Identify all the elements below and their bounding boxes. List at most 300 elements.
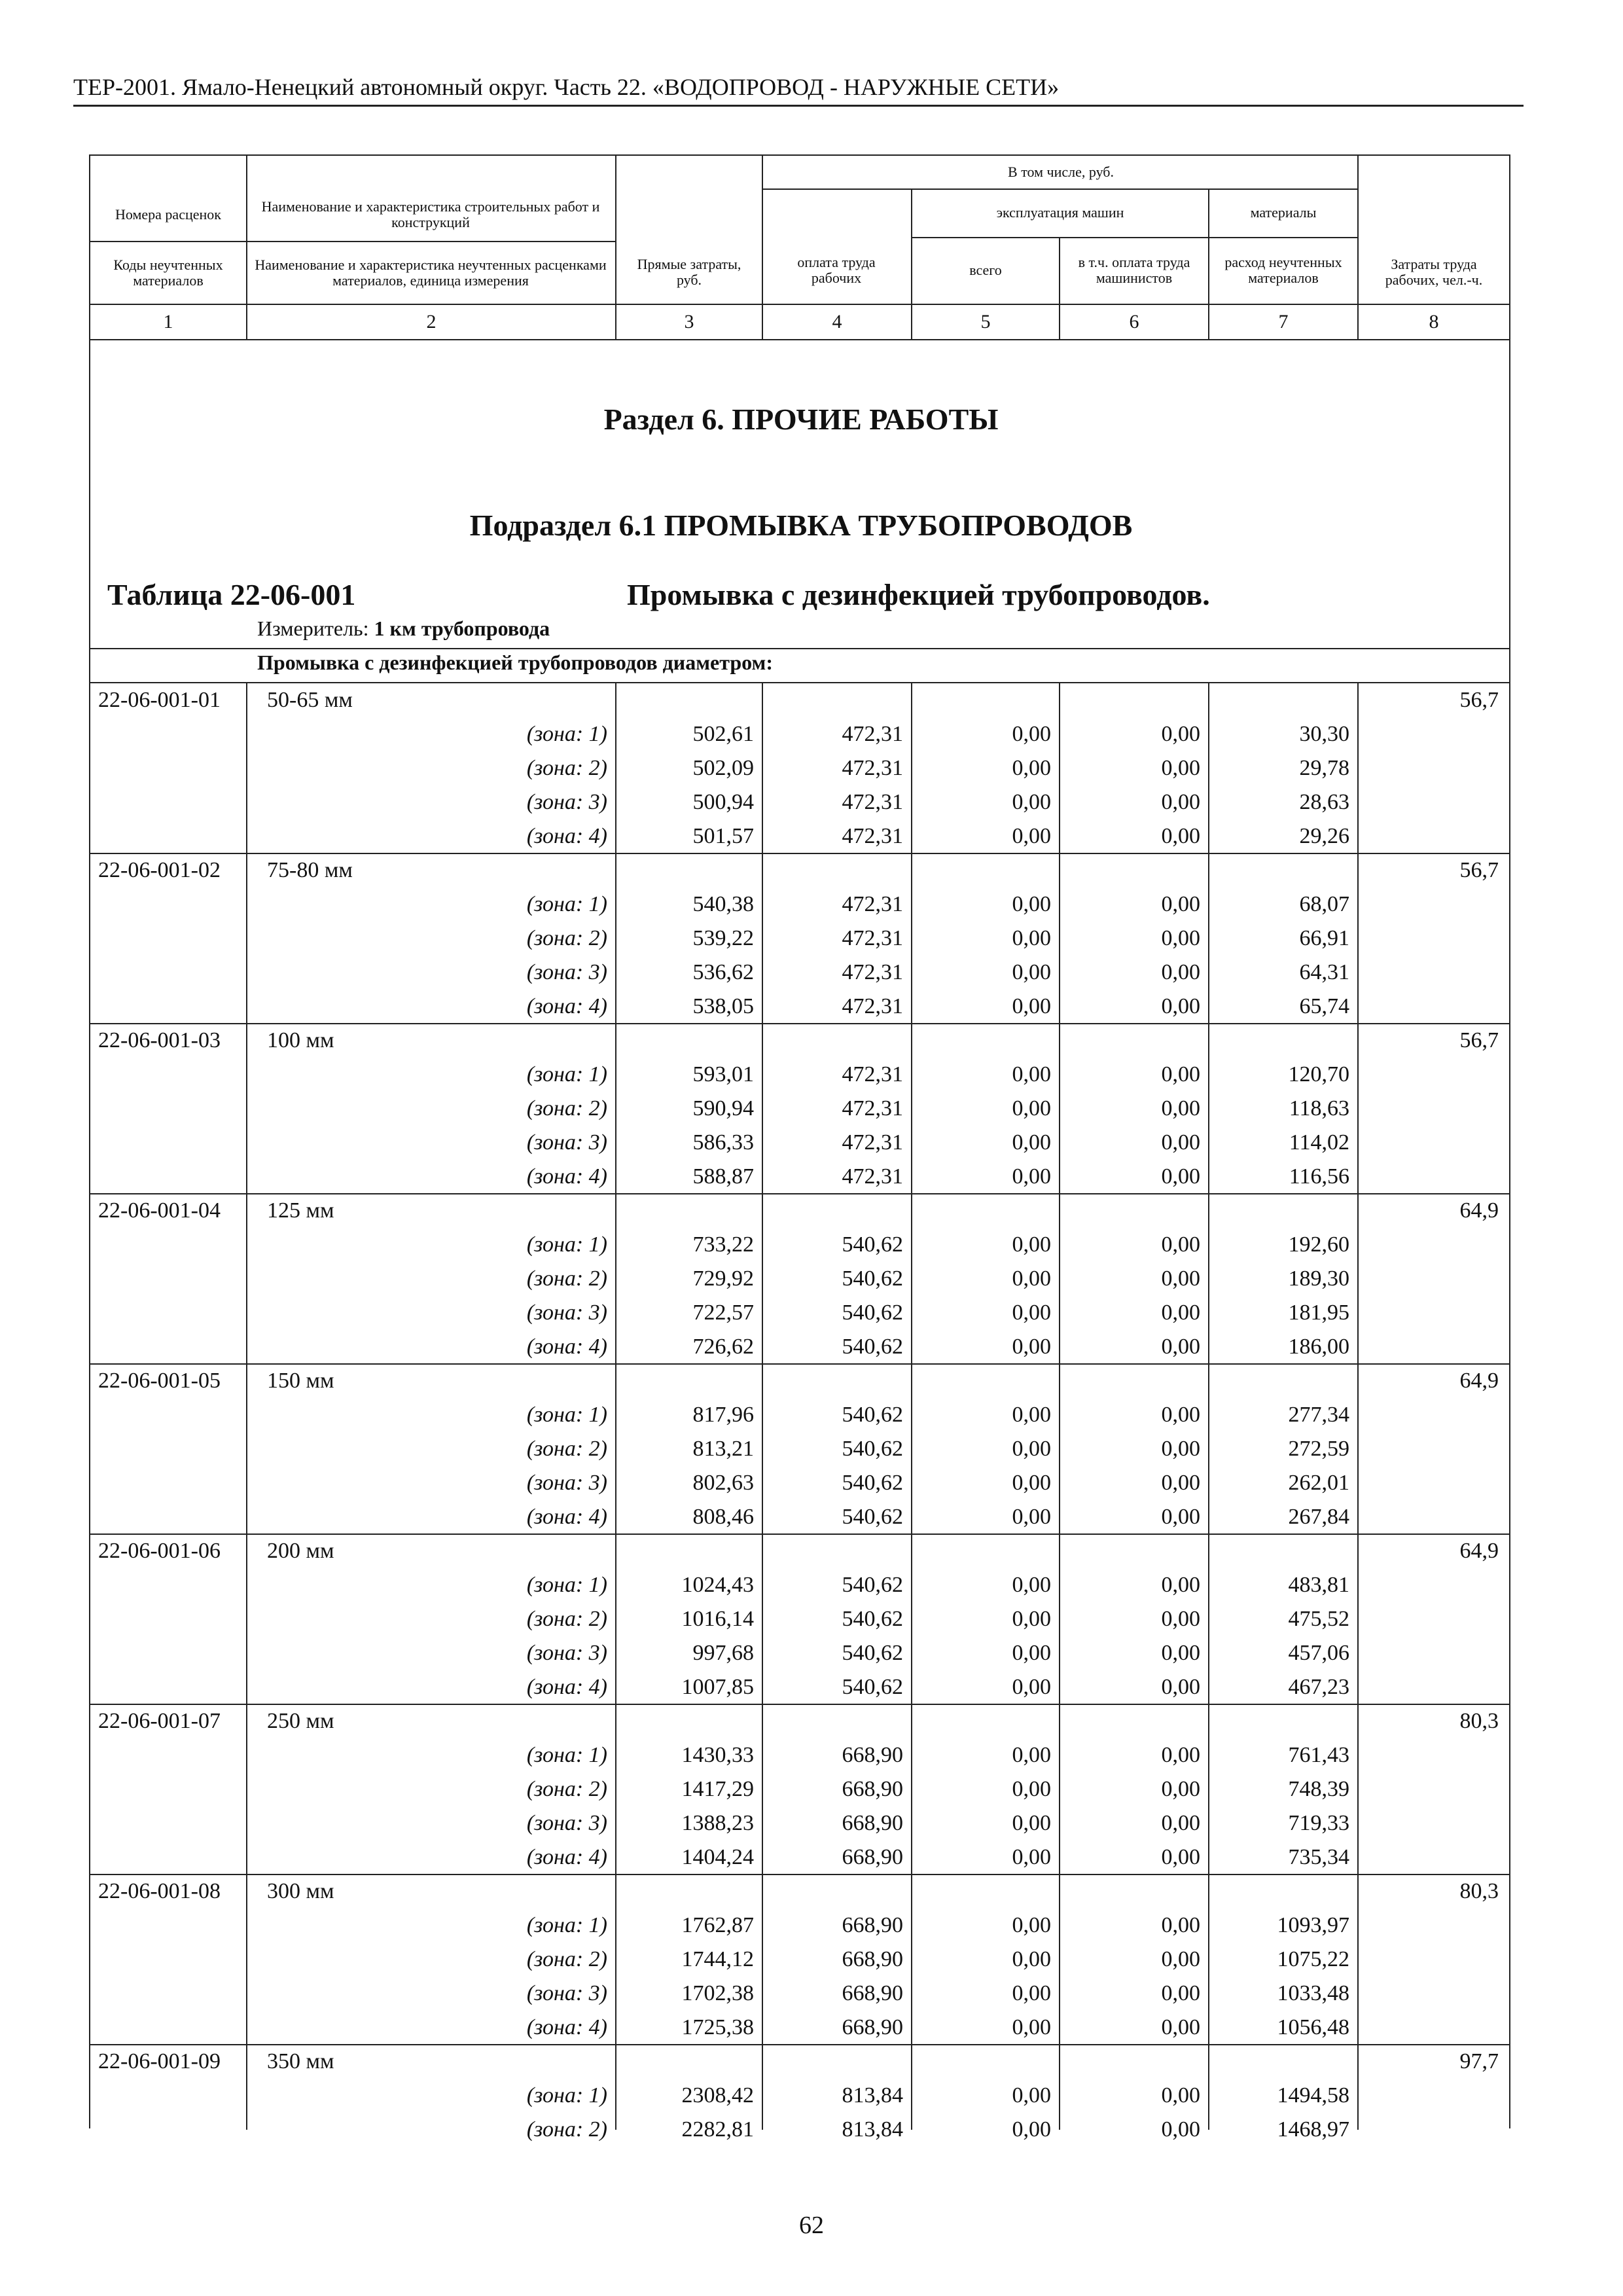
direct-cost: 538,05: [692, 994, 754, 1018]
machine-cost: 0,00: [1012, 1573, 1051, 1597]
zone-label: (зона: 2): [526, 1607, 607, 1631]
direct-cost: 540,38: [692, 892, 754, 916]
operator-wage: 0,00: [1161, 790, 1200, 814]
zone-label: (зона: 4): [526, 1335, 607, 1359]
col-number-5: 5: [980, 311, 991, 332]
operator-wage: 0,00: [1161, 1300, 1200, 1325]
machine-cost: 0,00: [1012, 1641, 1051, 1665]
worker-wage: 540,62: [842, 1573, 903, 1597]
zone-label: (зона: 1): [526, 1232, 607, 1257]
zone-label: (зона: 1): [526, 1573, 607, 1597]
zone-label: (зона: 2): [526, 1266, 607, 1291]
operator-wage: 0,00: [1161, 1743, 1200, 1767]
direct-cost: 593,01: [692, 1062, 754, 1086]
zone-label: (зона: 3): [526, 1981, 607, 2005]
operator-wage: 0,00: [1161, 1981, 1200, 2005]
worker-wage: 472,31: [842, 892, 903, 916]
zone-label: (зона: 2): [526, 2117, 607, 2142]
machine-cost: 0,00: [1012, 722, 1051, 746]
direct-cost: 997,68: [692, 1641, 754, 1665]
item-row: [90, 853, 1509, 888]
zone-label: (зона: 3): [526, 1811, 607, 1835]
col-number-6: 6: [1129, 311, 1139, 332]
col2-bottom-header: Наименование и характеристика неучтенных расценками материалов, единица измерения: [255, 257, 607, 289]
worker-wage: 540,62: [842, 1403, 903, 1427]
direct-cost: 500,94: [692, 790, 754, 814]
rate-code: 22-06-001-07: [98, 1709, 221, 1733]
zone-row: [90, 956, 1509, 990]
labor-cost: 56,7: [1459, 858, 1499, 882]
zone-row: [90, 1126, 1509, 1160]
worker-wage: 540,62: [842, 1675, 903, 1699]
zone-row: [90, 1772, 1509, 1806]
item-row: [90, 1194, 1509, 1228]
operator-wage: 0,00: [1161, 1266, 1200, 1291]
zone-row: [90, 1432, 1509, 1466]
materials-cost: 735,34: [1288, 1845, 1349, 1869]
page-number: 62: [799, 2212, 824, 2239]
machine-cost: 0,00: [1012, 960, 1051, 984]
direct-cost: 722,57: [692, 1300, 754, 1325]
materials-cost: 457,06: [1288, 1641, 1349, 1665]
direct-cost: 817,96: [692, 1403, 754, 1427]
machine-cost: 0,00: [1012, 1300, 1051, 1325]
operator-wage: 0,00: [1161, 2083, 1200, 2108]
col4-header: оплата труда рабочих: [797, 254, 876, 286]
direct-cost: 1404,24: [681, 1845, 754, 1869]
item-name: 300 мм: [267, 1879, 334, 1903]
item-name: 50-65 мм: [267, 688, 353, 712]
materials-cost: 30,30: [1299, 722, 1349, 746]
machine-cost: 0,00: [1012, 1811, 1051, 1835]
zone-row: [90, 1398, 1509, 1432]
col-number-2: 2: [426, 311, 437, 332]
zone-label: (зона: 3): [526, 1130, 607, 1155]
worker-wage: 472,31: [842, 790, 903, 814]
zone-row: [90, 2011, 1509, 2045]
labor-cost: 97,7: [1459, 2049, 1499, 2073]
operator-wage: 0,00: [1161, 1437, 1200, 1461]
running-head: ТЕР-2001. Ямало-Ненецкий автономный округ. Часть 22. «ВОДОПРОВОД - НАРУЖНЫЕ СЕТИ»: [73, 74, 1060, 100]
materials-cost: 68,07: [1299, 892, 1349, 916]
operator-wage: 0,00: [1161, 2015, 1200, 2039]
materials-header: материалы: [1250, 204, 1317, 221]
materials-cost: 719,33: [1288, 1811, 1349, 1835]
zone-row: [90, 1943, 1509, 1977]
rate-code: 22-06-001-05: [98, 1369, 221, 1393]
worker-wage: 472,31: [842, 756, 903, 780]
item-name: 200 мм: [267, 1539, 334, 1563]
col1-bottom-header: Коды неучтенных материалов: [113, 257, 223, 289]
direct-cost: 502,09: [692, 756, 754, 780]
materials-cost: 65,74: [1299, 994, 1349, 1018]
labor-cost: 56,7: [1459, 688, 1499, 712]
operator-wage: 0,00: [1161, 824, 1200, 848]
zone-label: (зона: 2): [526, 926, 607, 950]
operator-wage: 0,00: [1161, 1913, 1200, 1937]
rate-code: 22-06-001-01: [98, 688, 221, 712]
worker-wage: 668,90: [842, 1777, 903, 1801]
direct-cost: 2308,42: [681, 2083, 754, 2108]
zone-label: (зона: 1): [526, 1403, 607, 1427]
direct-cost: 813,21: [692, 1437, 754, 1461]
zone-label: (зона: 2): [526, 1947, 607, 1971]
machine-cost: 0,00: [1012, 1743, 1051, 1767]
materials-cost: 186,00: [1288, 1335, 1349, 1359]
worker-wage: 472,31: [842, 994, 903, 1018]
zone-row: [90, 1568, 1509, 1602]
materials-cost: 189,30: [1288, 1266, 1349, 1291]
machine-cost: 0,00: [1012, 756, 1051, 780]
direct-cost: 729,92: [692, 1266, 754, 1291]
worker-wage: 540,62: [842, 1641, 903, 1665]
labor-cost: 56,7: [1459, 1028, 1499, 1052]
machine-cost: 0,00: [1012, 1335, 1051, 1359]
worker-wage: 668,90: [842, 1743, 903, 1767]
materials-cost: 483,81: [1288, 1573, 1349, 1597]
direct-cost: 586,33: [692, 1130, 754, 1155]
col-number-7: 7: [1278, 311, 1289, 332]
rate-code: 22-06-001-06: [98, 1539, 221, 1563]
materials-cost: 120,70: [1288, 1062, 1349, 1086]
operator-wage: 0,00: [1161, 1607, 1200, 1631]
col1-top-header: Номера расценок: [115, 206, 221, 223]
item-name: 250 мм: [267, 1709, 334, 1733]
col-number-3: 3: [684, 311, 694, 332]
section-title: Раздел 6. ПРОЧИЕ РАБОТЫ: [603, 403, 999, 436]
zone-row: [90, 1262, 1509, 1296]
group-title: Промывка с дезинфекцией трубопроводов диаметром:: [257, 651, 773, 674]
zone-row: [90, 2079, 1509, 2113]
operator-wage: 0,00: [1161, 1811, 1200, 1835]
zone-row: [90, 1160, 1509, 1194]
zone-row: [90, 1840, 1509, 1874]
zone-label: (зона: 4): [526, 1675, 607, 1699]
materials-cost: 1494,58: [1277, 2083, 1349, 2108]
zone-row: [90, 1296, 1509, 1330]
machine-cost: 0,00: [1012, 1266, 1051, 1291]
materials-cost: 181,95: [1288, 1300, 1349, 1325]
materials-cost: 64,31: [1299, 960, 1349, 984]
direct-cost: 2282,81: [681, 2117, 754, 2142]
direct-cost: 802,63: [692, 1471, 754, 1495]
zone-label: (зона: 4): [526, 1164, 607, 1189]
direct-cost: 1762,87: [681, 1913, 754, 1937]
measure: [257, 617, 550, 641]
table-name: Промывка с дезинфекцией трубопроводов.: [627, 578, 1210, 611]
operator-wage: 0,00: [1161, 994, 1200, 1018]
machine-cost: 0,00: [1012, 2083, 1051, 2108]
item-row: [90, 1024, 1509, 1058]
labor-cost: 80,3: [1459, 1879, 1499, 1903]
worker-wage: 540,62: [842, 1232, 903, 1257]
zone-row: [90, 1977, 1509, 2011]
direct-cost: 501,57: [692, 824, 754, 848]
direct-cost: 726,62: [692, 1335, 754, 1359]
rate-code: 22-06-001-09: [98, 2049, 221, 2073]
operator-wage: 0,00: [1161, 756, 1200, 780]
zone-label: (зона: 2): [526, 1437, 607, 1461]
zone-label: (зона: 2): [526, 1096, 607, 1121]
zone-label: (зона: 3): [526, 1300, 607, 1325]
direct-cost: 590,94: [692, 1096, 754, 1121]
col5-header: всего: [969, 262, 1002, 278]
item-name: 350 мм: [267, 2049, 334, 2073]
zone-label: (зона: 4): [526, 994, 607, 1018]
worker-wage: 813,84: [842, 2117, 903, 2142]
materials-cost: 1468,97: [1277, 2117, 1349, 2142]
worker-wage: 472,31: [842, 1164, 903, 1189]
machine-cost: 0,00: [1012, 994, 1051, 1018]
materials-cost: 272,59: [1288, 1437, 1349, 1461]
operator-wage: 0,00: [1161, 1130, 1200, 1155]
materials-cost: 262,01: [1288, 1471, 1349, 1495]
labor-cost: 64,9: [1459, 1369, 1499, 1393]
materials-cost: 118,63: [1289, 1096, 1349, 1121]
machine-cost: 0,00: [1012, 790, 1051, 814]
direct-cost: 1388,23: [681, 1811, 754, 1835]
materials-cost: 29,26: [1299, 824, 1349, 848]
col8-header: Затраты труда рабочих, чел.-ч.: [1385, 256, 1483, 288]
direct-cost: 502,61: [692, 722, 754, 746]
operator-wage: 0,00: [1161, 1573, 1200, 1597]
machine-cost: 0,00: [1012, 1437, 1051, 1461]
direct-cost: 539,22: [692, 926, 754, 950]
zone-label: (зона: 2): [526, 1777, 607, 1801]
machine-cost: 0,00: [1012, 892, 1051, 916]
materials-cost: 116,56: [1289, 1164, 1349, 1189]
materials-cost: 192,60: [1288, 1232, 1349, 1257]
zone-row: [90, 785, 1509, 819]
direct-cost: 733,22: [692, 1232, 754, 1257]
worker-wage: 668,90: [842, 2015, 903, 2039]
operator-wage: 0,00: [1161, 1845, 1200, 1869]
direct-cost: 1744,12: [681, 1947, 754, 1971]
subsection-title: Подраздел 6.1 ПРОМЫВКА ТРУБОПРОВОДОВ: [469, 509, 1133, 542]
operator-wage: 0,00: [1161, 722, 1200, 746]
materials-cost: 1056,48: [1277, 2015, 1349, 2039]
operator-wage: 0,00: [1161, 1403, 1200, 1427]
zone-row: [90, 1738, 1509, 1772]
machine-cost: 0,00: [1012, 1062, 1051, 1086]
zone-row: [90, 1058, 1509, 1092]
rule: [90, 648, 1509, 649]
header-rule: [73, 105, 1524, 107]
worker-wage: 813,84: [842, 2083, 903, 2108]
machine-cost: 0,00: [1012, 1164, 1051, 1189]
operator-wage: 0,00: [1161, 960, 1200, 984]
worker-wage: 472,31: [842, 1062, 903, 1086]
zone-row: [90, 990, 1509, 1024]
col-number-4: 4: [832, 311, 842, 332]
machine-cost: 0,00: [1012, 1505, 1051, 1529]
col2-top-header: Наименование и характеристика строительных работ и конструкций: [261, 198, 600, 230]
measure-label: Измеритель:: [257, 617, 369, 640]
zone-label: (зона: 3): [526, 790, 607, 814]
materials-cost: 748,39: [1288, 1777, 1349, 1801]
direct-cost: 588,87: [692, 1164, 754, 1189]
worker-wage: 668,90: [842, 1981, 903, 2005]
zone-row: [90, 1228, 1509, 1262]
zone-label: (зона: 2): [526, 756, 607, 780]
materials-cost: 66,91: [1299, 926, 1349, 950]
zone-label: (зона: 1): [526, 2083, 607, 2108]
direct-cost: 1007,85: [681, 1675, 754, 1699]
worker-wage: 540,62: [842, 1607, 903, 1631]
operator-wage: 0,00: [1161, 1335, 1200, 1359]
materials-cost: 761,43: [1288, 1743, 1349, 1767]
operator-wage: 0,00: [1161, 1164, 1200, 1189]
operator-wage: 0,00: [1161, 1675, 1200, 1699]
zone-row: [90, 1602, 1509, 1636]
worker-wage: 472,31: [842, 722, 903, 746]
worker-wage: 540,62: [842, 1471, 903, 1495]
direct-cost: 1417,29: [681, 1777, 754, 1801]
worker-wage: 472,31: [842, 1130, 903, 1155]
zone-row: [90, 1806, 1509, 1840]
item-row: [90, 1704, 1509, 1738]
operator-wage: 0,00: [1161, 1471, 1200, 1495]
zone-label: (зона: 4): [526, 1845, 607, 1869]
worker-wage: 540,62: [842, 1505, 903, 1529]
item-name: 125 мм: [267, 1198, 334, 1223]
materials-cost: 475,52: [1288, 1607, 1349, 1631]
zone-label: (зона: 3): [526, 960, 607, 984]
direct-cost: 1430,33: [681, 1743, 754, 1767]
rate-code: 22-06-001-08: [98, 1879, 221, 1903]
zone-row: [90, 888, 1509, 922]
worker-wage: 540,62: [842, 1335, 903, 1359]
direct-cost: 1702,38: [681, 1981, 754, 2005]
labor-cost: 64,9: [1459, 1198, 1499, 1223]
zone-label: (зона: 3): [526, 1641, 607, 1665]
worker-wage: 668,90: [842, 1947, 903, 1971]
operator-wage: 0,00: [1161, 1777, 1200, 1801]
zone-label: (зона: 4): [526, 2015, 607, 2039]
col3-header: Прямые затраты, руб.: [637, 256, 741, 288]
operator-wage: 0,00: [1161, 2117, 1200, 2142]
labor-cost: 64,9: [1459, 1539, 1499, 1563]
machine-cost: 0,00: [1012, 926, 1051, 950]
materials-cost: 1075,22: [1277, 1947, 1349, 1971]
materials-cost: 267,84: [1288, 1505, 1349, 1529]
item-name: 75-80 мм: [267, 858, 353, 882]
zone-label: (зона: 1): [526, 1743, 607, 1767]
direct-cost: 808,46: [692, 1505, 754, 1529]
direct-cost: 1024,43: [681, 1573, 754, 1597]
direct-cost: 1016,14: [681, 1607, 754, 1631]
col-number-8: 8: [1429, 311, 1439, 332]
zone-row: [90, 2113, 1509, 2147]
machine-cost: 0,00: [1012, 1232, 1051, 1257]
machine-cost: 0,00: [1012, 1130, 1051, 1155]
zone-row: [90, 1670, 1509, 1704]
item-row: [90, 1534, 1509, 1568]
worker-wage: 472,31: [842, 960, 903, 984]
col6-header: в т.ч. оплата труда машинистов: [1078, 254, 1190, 286]
worker-wage: 472,31: [842, 926, 903, 950]
including-header: В том числе, руб.: [1008, 164, 1114, 180]
worker-wage: 472,31: [842, 824, 903, 848]
direct-cost: 1725,38: [681, 2015, 754, 2039]
materials-cost: 114,02: [1289, 1130, 1349, 1155]
operator-wage: 0,00: [1161, 1947, 1200, 1971]
zone-label: (зона: 4): [526, 824, 607, 848]
col7-header: расход неучтенных материалов: [1224, 254, 1342, 286]
zone-row: [90, 1636, 1509, 1670]
zone-row: [90, 1466, 1509, 1500]
operator-wage: 0,00: [1161, 1096, 1200, 1121]
labor-cost: 80,3: [1459, 1709, 1499, 1733]
rate-code: 22-06-001-04: [98, 1198, 221, 1223]
machine-cost: 0,00: [1012, 2015, 1051, 2039]
materials-cost: 277,34: [1288, 1403, 1349, 1427]
worker-wage: 668,90: [842, 1913, 903, 1937]
zone-label: (зона: 1): [526, 1913, 607, 1937]
worker-wage: 668,90: [842, 1811, 903, 1835]
materials-cost: 1033,48: [1277, 1981, 1349, 2005]
direct-cost: 536,62: [692, 960, 754, 984]
machine-cost: 0,00: [1012, 1607, 1051, 1631]
operator-wage: 0,00: [1161, 1641, 1200, 1665]
operator-wage: 0,00: [1161, 1232, 1200, 1257]
machine-cost: 0,00: [1012, 1913, 1051, 1937]
rule: [90, 339, 1509, 340]
machine-cost: 0,00: [1012, 1096, 1051, 1121]
worker-wage: 668,90: [842, 1845, 903, 1869]
worker-wage: 540,62: [842, 1437, 903, 1461]
item-name: 100 мм: [267, 1028, 334, 1052]
zone-row: [90, 717, 1509, 751]
table-number: Таблица 22-06-001: [107, 578, 356, 611]
operator-wage: 0,00: [1161, 1062, 1200, 1086]
worker-wage: 540,62: [842, 1266, 903, 1291]
zone-row: [90, 1500, 1509, 1534]
zone-row: [90, 751, 1509, 785]
worker-wage: 472,31: [842, 1096, 903, 1121]
zone-label: (зона: 1): [526, 1062, 607, 1086]
zone-label: (зона: 3): [526, 1471, 607, 1495]
zone-row: [90, 1909, 1509, 1943]
machine-cost: 0,00: [1012, 1981, 1051, 2005]
zone-row: [90, 1092, 1509, 1126]
zone-label: (зона: 1): [526, 892, 607, 916]
rate-code: 22-06-001-02: [98, 858, 221, 882]
machine-cost: 0,00: [1012, 1845, 1051, 1869]
operator-wage: 0,00: [1161, 1505, 1200, 1529]
item-row: [90, 1364, 1509, 1398]
materials-cost: 29,78: [1299, 756, 1349, 780]
machine-cost: 0,00: [1012, 1947, 1051, 1971]
operator-wage: 0,00: [1161, 926, 1200, 950]
zone-label: (зона: 1): [526, 722, 607, 746]
zone-row: [90, 922, 1509, 956]
machine-cost: 0,00: [1012, 1675, 1051, 1699]
machine-cost: 0,00: [1012, 2117, 1051, 2142]
zone-row: [90, 819, 1509, 853]
operator-wage: 0,00: [1161, 892, 1200, 916]
worker-wage: 540,62: [842, 1300, 903, 1325]
col-number-1: 1: [163, 311, 173, 332]
machine-cost: 0,00: [1012, 1403, 1051, 1427]
materials-cost: 1093,97: [1277, 1913, 1349, 1937]
machines-header: эксплуатация машин: [996, 204, 1124, 221]
materials-cost: 28,63: [1299, 790, 1349, 814]
machine-cost: 0,00: [1012, 1777, 1051, 1801]
rates-table: [89, 154, 1510, 2142]
item-row: [90, 683, 1509, 717]
machine-cost: 0,00: [1012, 1471, 1051, 1495]
